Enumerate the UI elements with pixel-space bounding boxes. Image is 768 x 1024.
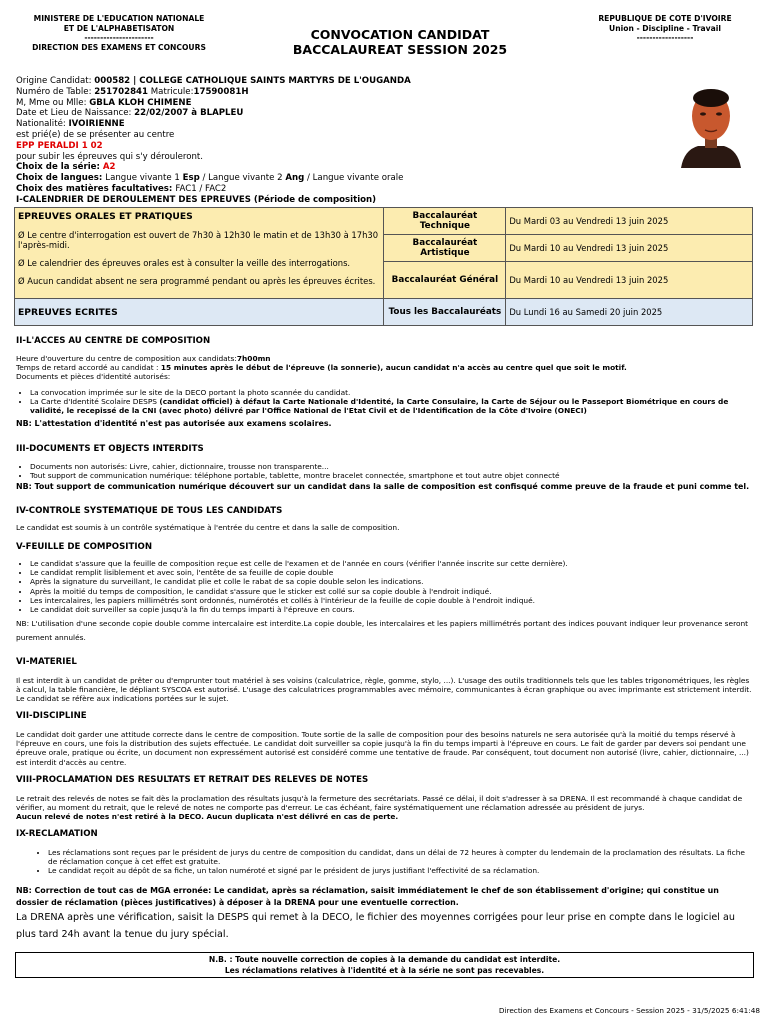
facult-value: FAC1 / FAC2 (175, 183, 227, 194)
oral-note: Ø Le calendrier des épreuves orales est à consulter la veille des interrogations. (18, 258, 351, 268)
list-item: • Les intercalaires, les papiers millimétrés sont ordonnés, numérotés et collés à l'intérieur de la feuille de copie double à l'endroit indiqué. (30, 596, 754, 605)
delay-value: 15 minutes après le début de l'épreuve (la sonnerie), aucun candidat n'a accès au centre quel que soit le motif. (160, 363, 627, 373)
bac-dates: Du Mardi 03 au Vendredi 13 juin 2025 (506, 208, 753, 235)
lv1-value: Esp (182, 173, 200, 184)
matricule-label: Matricule: (148, 86, 194, 97)
section-access (16, 336, 754, 429)
facult-label: Choix des matières facultatives: (16, 183, 176, 194)
section-forbidden (16, 444, 754, 492)
origine-label: Origine Candidat: (16, 76, 95, 86)
section-control (16, 506, 754, 532)
oral-cell (15, 208, 384, 299)
langues-text-3: / Langue vivante orale (304, 173, 404, 184)
republic-line: REPUBLIQUE DE COTE D'IVOIRE (598, 14, 732, 23)
centre-name: EPP PERALDI 1 02 (16, 140, 103, 151)
subir-text: pour subir les épreuves qui s'y dérouleront. (16, 151, 204, 162)
section-results (16, 775, 754, 822)
republic-line: ------------------ (636, 33, 694, 42)
opening-label: Heure d'ouverture du centre de composition aux candidats: (16, 354, 237, 363)
ecrit-title: EPREUVES ECRITES (15, 299, 384, 326)
ministry-line: ET DE L'ALPHABETISATON (63, 23, 175, 33)
section-material (16, 657, 754, 704)
page-footer: Direction des Examens et Concours - Session 2025 - 31/5/2025 6:41:48 (498, 1006, 760, 1015)
ministry-header (14, 14, 224, 52)
calendar-row (15, 208, 753, 235)
republic-header (580, 14, 750, 43)
final-notice-line: Les réclamations relatives à l'identité et à la série ne sont pas recevables. (224, 966, 545, 975)
ecrit-bac: Tous les Baccalauréats (384, 299, 506, 326)
final-notice (15, 952, 754, 978)
ministry-line: MINISTERE DE L'EDUCATION NATIONALE (33, 14, 205, 23)
langues-text-1: Langue vivante 1 (105, 173, 183, 184)
bac-dates: Du Mardi 10 au Vendredi 13 juin 2025 (506, 262, 753, 299)
list-item: • Les réclamations sont reçues par le président de jurys du centre de composition du candidat, dans un délai de 72 heures à compter du lendemain de la proclamation des résultats. La fiche de réclamation conçue à cet effet est gratuite. (48, 848, 754, 866)
drena-text: La DRENA après une vérification, saisit la DESPS qui remet à la DECO, le fichier des moyennes corrigées pour leur prise en compte dans le logiciel au plus tard 24h avant la tenue du jury spécial. (16, 911, 735, 940)
ministry-line: DIRECTION DES EXAMENS ET CONCOURS (32, 42, 206, 52)
bac-dates: Du Mardi 10 au Vendredi 13 juin 2025 (506, 235, 753, 262)
nb-note: NB: L'utilisation d'une seconde copie double comme intercalaire est interdite.La copie double, les intercalaires et les papiers millimétrés portant des indices pouvant indiquer leur provenance seront purement annulés. (16, 619, 749, 643)
nom-label: M, Mme ou Mlle: (16, 97, 90, 108)
id-card-bold: (candidat officiel) à défaut la Carte Nationale d'Identité, la Carte Consulaire, la Carte de Séjour ou le Passeport Biométrique en cours de validité, le recepissé de la CNI (avec photo) délivré par l'Office National de l'Etat Civil et de l'Identification de la Côte d'Ivoire (ONECI) (30, 396, 729, 416)
title-line-2: BACCALAUREAT SESSION 2025 (292, 42, 508, 57)
list-item: • Après la moitié du temps de composition, le candidat s'assure que le sticker est collé sur sa copie double à l'endroit indiqué. (30, 587, 754, 596)
section-title: VIII-PROCLAMATION DES RESULTATS ET RETRAIT DES RELEVES DE NOTES (16, 775, 369, 785)
section-text: Le retrait des relevés de notes se fait dès la proclamation des résultats jusqu'à la fermeture des secrétariats. Passé ce délai, il doit s'adresser à sa DRENA. Il est recommandé à chaque candidat de vérifier, au moment du retrait, que le relevé de notes ne comporte pas d'erreur. Le cas échéant, faire systématiquement une réclamation adressée au président de jurys. (16, 794, 743, 813)
naissance-value: 22/02/2007 à BLAPLEU (134, 108, 244, 119)
oral-title: EPREUVES ORALES ET PRATIQUES (18, 211, 193, 222)
section-bold-text: Aucun relevé de notes n'est retiré à la DECO. Aucun duplicata n'est délivré en cas de perte. (16, 812, 399, 822)
bac-type: Baccalauréat Technique (384, 208, 506, 235)
document-title (240, 27, 560, 57)
ecrit-dates: Du Lundi 16 au Samedi 20 juin 2025 (506, 299, 753, 326)
prie-text: est prié(e) de se présenter au centre (16, 129, 175, 140)
list-item: • Le candidat remplit lisiblement et avec soin, l'entête de sa feuille de copie double (30, 568, 754, 577)
section-title: IX-RECLAMATION (16, 829, 98, 839)
numero-label: Numéro de Table: (16, 86, 95, 97)
langues-label: Choix de langues: (16, 173, 106, 184)
bac-type: Baccalauréat Artistique (384, 235, 506, 262)
republic-line: Union - Discipline - Travail (609, 23, 721, 33)
final-notice-line: N.B. : Toute nouvelle correction de copies à la demande du candidat est interdite. (208, 955, 561, 964)
serie-label: Choix de la série: (16, 162, 103, 173)
candidate-photo (676, 80, 746, 168)
opening-value: 7h00mn (236, 354, 271, 363)
delay-label: Temps de retard accordé au candidat : (16, 363, 161, 373)
section-sheet (16, 542, 754, 645)
section-title: V-FEUILLE DE COMPOSITION (16, 542, 153, 552)
section-text: Le candidat est soumis à un contrôle systématique à l'entrée du centre et dans la salle de composition. (16, 523, 400, 532)
list-item: • La convocation imprimée sur le site de la DECO portant la photo scannée du candidat. (30, 388, 754, 397)
nom-value: GBLA KLOH CHIMENE (89, 97, 192, 108)
nb-note: NB: Tout support de communication numérique découvert sur un candidat dans la salle de composition est confisqué comme preuve de la fraude et puni comme tel. (16, 482, 750, 492)
ministry-line: ---------------------- (84, 33, 154, 42)
list-item: • Le candidat doit surveiller sa copie jusqu'à la fin du temps imparti à l'épreuve en cours. (30, 605, 754, 614)
calendar-table (14, 207, 753, 326)
section-title: IV-CONTROLE SYSTEMATIQUE DE TOUS LES CANDIDATS (16, 506, 283, 516)
bac-type: Baccalauréat Général (384, 262, 506, 299)
calendrier-title: I-CALENDRIER DE DEROULEMENT DES EPREUVES (Période de composition) (16, 194, 377, 205)
matricule-value: 17590081H (193, 86, 249, 97)
section-title: III-DOCUMENTS ET OBJECTS INTERDITS (16, 444, 204, 454)
nb-note: NB: L'attestation d'identité n'est pas autorisée aux examens scolaires. (16, 419, 332, 429)
section-discipline (16, 711, 754, 767)
nationalite-label: Nationalité: (16, 119, 69, 130)
title-line-1: CONVOCATION CANDIDAT (310, 27, 490, 42)
list-item: • Après la signature du surveillant, le candidat plie et colle le rabat de sa copie double selon les indications. (30, 577, 754, 586)
documents-label: Documents et pièces d'identité autorisés: (16, 372, 171, 382)
nb-note: NB: Correction de tout cas de MGA erronée: Le candidat, après sa réclamation, saisit immédiatement le chef de son établissement d'origine; qui constitue un dossier de réclamation (pièces justificatives) à déposer à la DRENA pour une eventuelle correction. (16, 885, 719, 907)
lv2-value: Ang (285, 173, 305, 184)
section-title: VII-DISCIPLINE (16, 711, 87, 721)
candidate-info (16, 76, 656, 206)
nationalite-value: IVOIRIENNE (68, 119, 125, 130)
list-item: • Documents non autorisés: Livre, cahier, dictionnaire, trousse non transparente... (30, 462, 754, 471)
oral-note: Ø Aucun candidat absent ne sera programmé pendant ou après les épreuves écrites. (18, 276, 376, 286)
langues-text-2: / Langue vivante 2 (199, 173, 286, 184)
numero-value: 251702841 (94, 86, 149, 97)
list-item: • Le candidat reçoit au dépôt de sa fiche, un talon numéroté et signé par le président de jurys justifiant l'effectivité de sa réclamation. (48, 866, 754, 875)
serie-value: A2 (102, 162, 116, 173)
id-card-text: La Carte d'Identité Scolaire DESPS (30, 396, 160, 406)
section-title: II-L'ACCES AU CENTRE DE COMPOSITION (16, 336, 211, 346)
section-text: Il est interdit à un candidat de prêter ou d'emprunter tout matériel à ses voisins (calculatrice, règle, gomme, stylo, ...). L'usage des outils traditionnels tels que les tables trigonométriques, les règles à calcul, la table financière, le dépliant SYSCOA est autorisé. L'usage des calculatrices programmables avec mémoire, communicantes à écran graphique ou avec imprimante est strictement interdit. Le candidat se réfère aux indications portées sur le sujet. (16, 676, 752, 704)
list-item (30, 397, 754, 415)
origine-value: 000582 | COLLEGE CATHOLIQUE SAINTS MARTYRS DE L'OUGANDA (94, 76, 411, 86)
naissance-label: Date et Lieu de Naissance: (16, 108, 135, 119)
list-item: • Tout support de communication numérique: téléphone portable, tablette, montre bracelet connectée, smartphone et tout autre objet connecté (30, 471, 754, 480)
list-item: • Le candidat s'assure que la feuille de composition reçue est celle de l'examen et de l'année en cours (vérifier l'année inscrite sur cette dernière). (30, 559, 754, 568)
calendar-row-ecrit (15, 299, 753, 326)
section-title: VI-MATERIEL (16, 657, 77, 667)
section-claim (16, 829, 754, 943)
section-text: Le candidat doit garder une attitude correcte dans le centre de composition. Toute sortie de la salle de composition pour des besoins naturels ne sera autorisée qu'à la moitié du temps réservé à l'épreuve en cours, une fois la distribution des sujets effectuée. Le candidat doit surveiller sa copie jusqu'à la fin du temps imparti à l'épreuve en cours. Le fait de garder par devers soi pendant une épreuve orale, pratique ou écrite, un document non expressément autorisé est considéré comme une tentative de fraude. Par conséquent, tout document non autorisé (livre, cahier, dictionnaire, ...) est interdit d'accès au centre. (16, 730, 749, 767)
oral-note: Ø Le centre d'interrogation est ouvert de 7h30 à 12h30 le matin et de 13h30 à 17h30 l'après-midi. (18, 230, 379, 250)
